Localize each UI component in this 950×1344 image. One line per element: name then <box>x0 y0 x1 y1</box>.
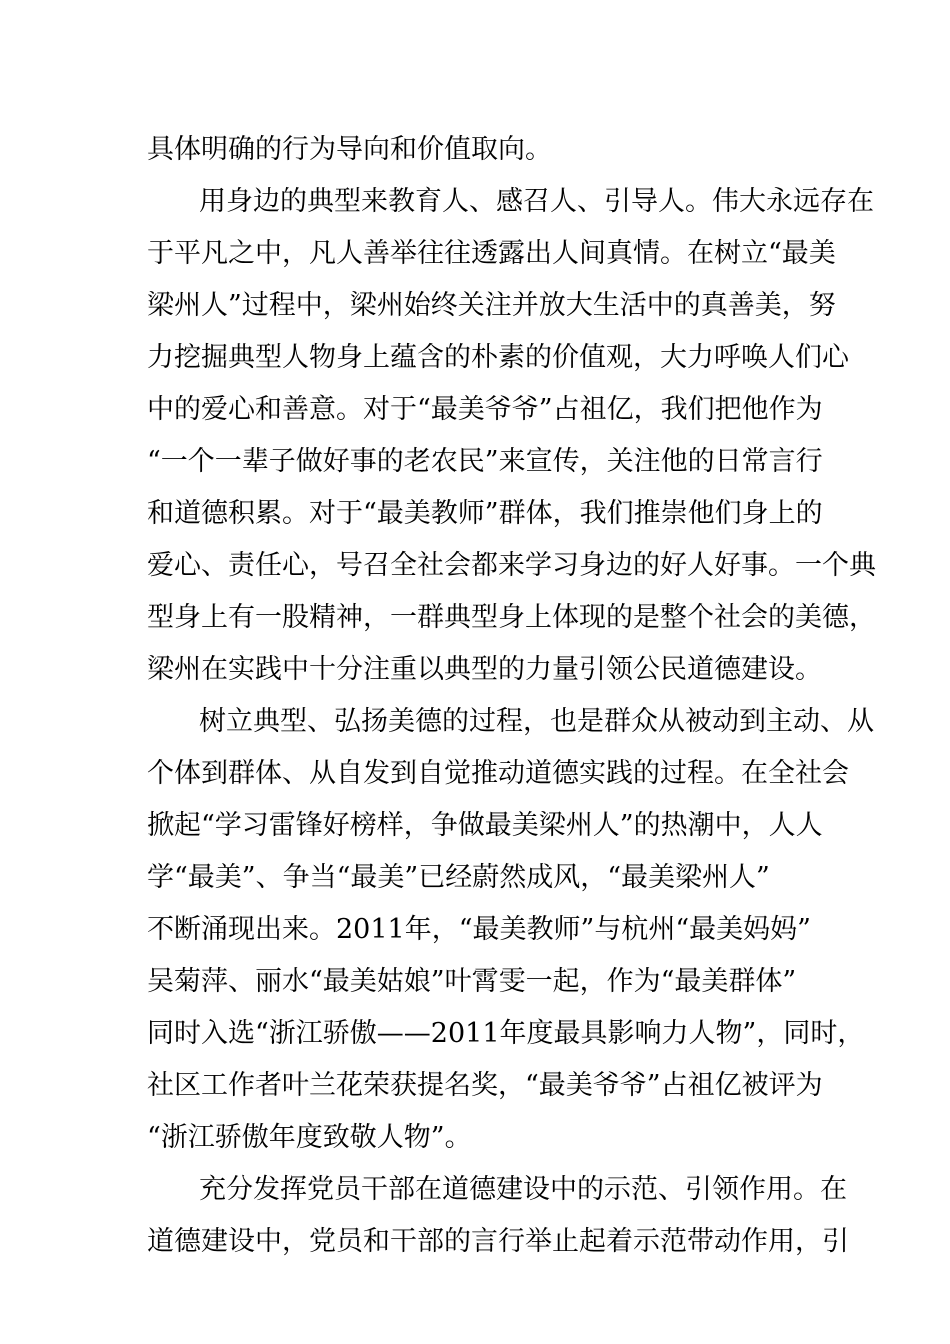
text-line: 梁州在实践中十分注重以典型的力量引领公民道德建设。 <box>147 654 822 685</box>
text-line: 个体到群体、从自发到自觉推动道德实践的过程。在全社会 <box>147 758 849 789</box>
text-line: 社区工作者叶兰花荣获提名奖，“最美爷爷”占祖亿被评为 <box>147 1070 823 1101</box>
text-line: 中的爱心和善意。对于“最美爷爷”占祖亿，我们把他作为 <box>147 394 823 425</box>
text-line: “一个一辈子做好事的老农民”来宣传，关注他的日常言行 <box>147 446 823 477</box>
text-line: 同时入选“浙江骄傲——2011年度最具影响力人物”，同时， <box>147 1018 865 1049</box>
text-line: 掀起“学习雷锋好榜样，争做最美梁州人”的热潮中，人人 <box>147 810 823 841</box>
text-line: 梁州人”过程中，梁州始终关注并放大生活中的真善美，努 <box>147 290 836 321</box>
text-line: 用身边的典型来教育人、感召人、引导人。伟大永远存在 <box>199 186 874 217</box>
text-line: “浙江骄傲年度致敬人物”。 <box>147 1122 472 1153</box>
text-line: 树立典型、弘扬美德的过程，也是群众从被动到主动、从 <box>199 706 874 737</box>
text-line: 和道德积累。对于“最美教师”群体，我们推崇他们身上的 <box>147 498 823 529</box>
text-line: 爱心、责任心，号召全社会都来学习身边的好人好事。一个典 <box>147 550 876 581</box>
text-line: 学“最美”、争当“最美”已经蔚然成风，“最美梁州人” <box>147 862 770 893</box>
text-line: 于平凡之中，凡人善举往往透露出人间真情。在树立“最美 <box>147 238 836 269</box>
text-line: 道德建设中，党员和干部的言行举止起着示范带动作用，引 <box>147 1226 849 1257</box>
text-line: 型身上有一股精神，一群典型身上体现的是整个社会的美德， <box>147 602 876 633</box>
text-line: 吴菊萍、丽水“最美姑娘”叶霄雯一起，作为“最美群体” <box>147 966 797 997</box>
text-line: 具体明确的行为导向和价值取向。 <box>147 134 552 165</box>
text-line: 不断涌现出来。2011年，“最美教师”与杭州“最美妈妈” <box>147 914 811 945</box>
text-line: 力挖掘典型人物身上蕴含的朴素的价值观，大力呼唤人们心 <box>147 342 849 373</box>
text-line: 充分发挥党员干部在道德建设中的示范、引领作用。在 <box>199 1174 847 1205</box>
